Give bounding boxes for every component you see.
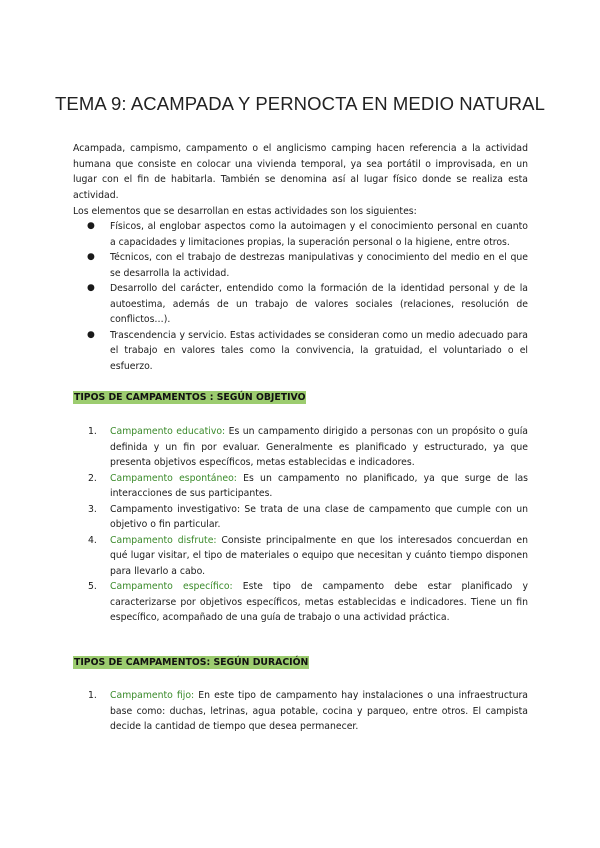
- bullet-icon: ●: [87, 283, 95, 293]
- item-text: Es un campamento dirigido a personas con un propósito o guía definida y un fin por evaluar. Generalmente es planificado y estructurado, ya que presenta objetivos específicos, metas establecidas e indicadores.: [110, 426, 528, 468]
- list-item-text: Trascendencia y servicio. Estas actividades se consideran como un medio adecuado para el trabajo en valores tales como la convivencia, la gratuidad, el voluntariado o el esfuerzo.: [110, 329, 528, 372]
- item-number: 1.: [88, 426, 97, 437]
- elements-intro: Los elementos que se desarrollan en estas actividades son los siguientes:: [73, 206, 417, 217]
- item-number: 4.: [88, 534, 97, 546]
- item-term: Campamento específico:: [110, 581, 233, 592]
- item-text: Es un campamento no planificado, ya que surge de las interacciones de sus participantes.: [110, 472, 528, 499]
- item-text: Se trata de una clase de campamento que cumple con un objetivo o fin particular.: [110, 503, 528, 530]
- item-number: 2.: [88, 472, 97, 484]
- list-item: [73, 502, 528, 533]
- item-text: En este tipo de campamento hay instalaciones o una infraestructura base como: duchas, letrinas, agua potable, cocina y parqueo, entre otros. El campista decide la cantidad de tiempo que desea permanecer.: [110, 690, 528, 732]
- item-text: Este tipo de campamento debe estar planificado y caracterizarse por objetivos específicos, metas establecidas e indicadores. Tiene un fin específico, acompañado de una guía de trabajo o una actividad práctica.: [110, 581, 528, 623]
- item-term: Campamento educativo:: [110, 426, 226, 437]
- list-item: [73, 579, 528, 626]
- bullet-icon: ●: [87, 221, 95, 231]
- list-item: [73, 281, 528, 328]
- item-text: Consiste principalmente en que los interesados concuerdan en qué lugar visitar, el tipo de materiales o equipo que necesitan y cuánto tiempo disponen para llevarlo a cabo.: [110, 534, 528, 577]
- page-title: TEMA 9: ACAMPADA Y PERNOCTA EN MEDIO NATURAL: [55, 93, 545, 114]
- item-number: 5.: [88, 581, 97, 592]
- list-item: [73, 250, 528, 281]
- list-item: [73, 219, 528, 250]
- item-term: Campamento disfrute:: [110, 534, 217, 546]
- list-item-text: Físicos, al englobar aspectos como la autoimagen y el conocimiento personal en cuanto a capacidades y limitaciones propias, la superación personal o la higiene, entre otros.: [110, 221, 528, 248]
- item-number: 1.: [88, 690, 97, 701]
- bullet-icon: ●: [87, 329, 95, 340]
- list-item: [73, 471, 528, 502]
- objetivo-list: [73, 424, 528, 626]
- item-number: 3.: [88, 503, 97, 515]
- bullet-icon: ●: [87, 252, 95, 262]
- section-heading-duracion: TIPOS DE CAMPAMENTOS: SEGÚN DURACIÓN: [74, 657, 309, 668]
- list-item: [73, 533, 528, 580]
- list-item-text: Técnicos, con el trabajo de destrezas manipulativas y conocimiento del medio en el que se desarrolla la actividad.: [110, 252, 528, 279]
- list-item: [73, 328, 528, 375]
- duracion-list: [73, 688, 528, 735]
- list-item: [73, 424, 528, 471]
- item-term: Campamento fijo:: [110, 690, 195, 701]
- item-term: Campamento investigativo:: [110, 503, 241, 515]
- list-item: [73, 688, 528, 735]
- elements-list: [73, 219, 528, 374]
- intro-paragraph: Acampada, campismo, campamento o el anglicismo camping hacen referencia a la actividad humana que consiste en colocar una vivienda temporal, ya sea portátil o improvisada, en un lugar con el fin de habitarla. También se denomina así al lugar físico donde se realiza esta actividad.: [73, 143, 528, 201]
- item-term: Campamento espontáneo:: [110, 472, 237, 484]
- section-heading-objetivo: TIPOS DE CAMPAMENTOS : SEGÚN OBJETIVO: [74, 392, 306, 403]
- list-item-text: Desarrollo del carácter, entendido como la formación de la identidad personal y de la autoestima, además de un trabajo de valores sociales (relaciones, resolución de conflictos…).: [110, 283, 528, 325]
